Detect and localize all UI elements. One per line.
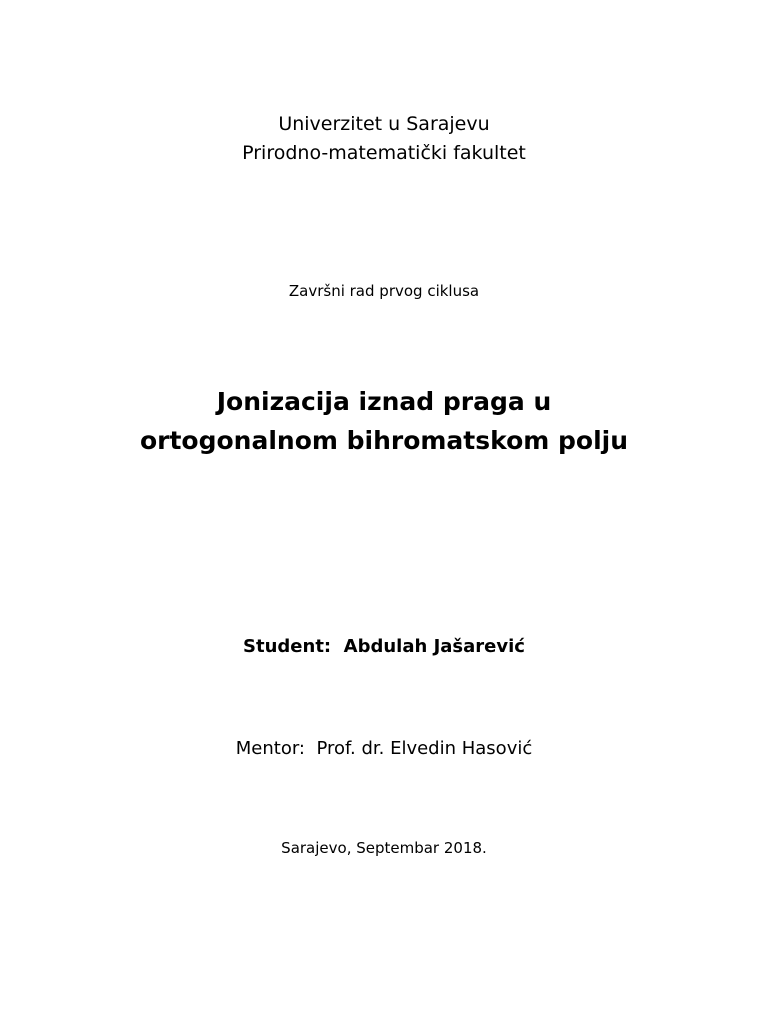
student-label: Student: <box>243 636 332 657</box>
mentor-line <box>0 740 768 758</box>
thesis-title-line-1: Jonizacija iznad praga u <box>216 387 552 416</box>
place-and-date: Sarajevo, Septembar 2018. <box>281 839 487 857</box>
mentor-label: Mentor: <box>235 738 305 759</box>
student-name: Abdulah Jašarević <box>343 636 525 657</box>
thesis-type: Završni rad prvog ciklusa <box>288 282 480 300</box>
mentor-name: Prof. dr. Elvedin Hasović <box>316 738 533 759</box>
university-name: Univerzitet u Sarajevu <box>278 113 490 135</box>
thesis-title-line-2: ortogonalnom bihromatskom polju <box>139 426 629 455</box>
student-line <box>0 638 768 656</box>
faculty-name: Prirodno-matematički fakultet <box>242 142 526 164</box>
